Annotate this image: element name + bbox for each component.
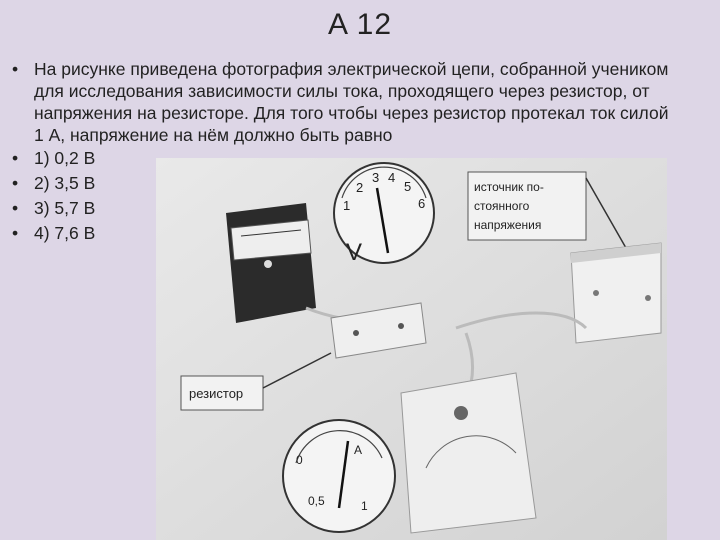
voltmeter-unit: V — [346, 239, 363, 266]
source-label-line2: стоянного — [474, 199, 530, 213]
answer-option-3[interactable]: • 3) 5,7 В — [10, 197, 675, 219]
source-label-line3: напряжения — [474, 218, 542, 232]
answer-option-1[interactable]: • 1) 0,2 В — [10, 147, 675, 169]
voltmeter-tick-3: 3 — [372, 170, 380, 185]
slide-title: A 12 — [327, 8, 393, 41]
answer-option-2[interactable]: • 2) 3,5 В — [10, 172, 675, 194]
answer-option-4[interactable]: • 4) 7,6 В — [10, 222, 675, 244]
ammeter-unit: A — [354, 443, 363, 457]
ammeter-device — [401, 373, 536, 533]
source-label-line1: источник по- — [474, 180, 544, 194]
voltmeter-tick-5: 5 — [404, 179, 412, 194]
ammeter-tick-1: 1 — [361, 499, 368, 513]
resistor-label-text: резистор — [189, 386, 244, 401]
question-text: • На рисунке приведена фотография электрической цепи, собранной учеником для исследования зависимости силы тока, проходящего через резистор, от напряжения на резисторе. Для того чтобы через резистор протекал ток силой 1 А, напряжение на нём должно быть равно — [10, 58, 675, 146]
circuit-photo — [156, 158, 667, 540]
ammeter-dial — [283, 420, 395, 532]
voltmeter-tick-1: 1 — [343, 198, 351, 213]
voltmeter-tick-6: 6 — [418, 196, 426, 211]
voltmeter-device — [226, 203, 316, 323]
ammeter-tick-0: 0 — [296, 453, 303, 467]
voltmeter-tick-4: 4 — [388, 170, 396, 185]
voltmeter-tick-2: 2 — [356, 180, 364, 195]
ammeter-tick-0-5: 0,5 — [308, 494, 325, 508]
